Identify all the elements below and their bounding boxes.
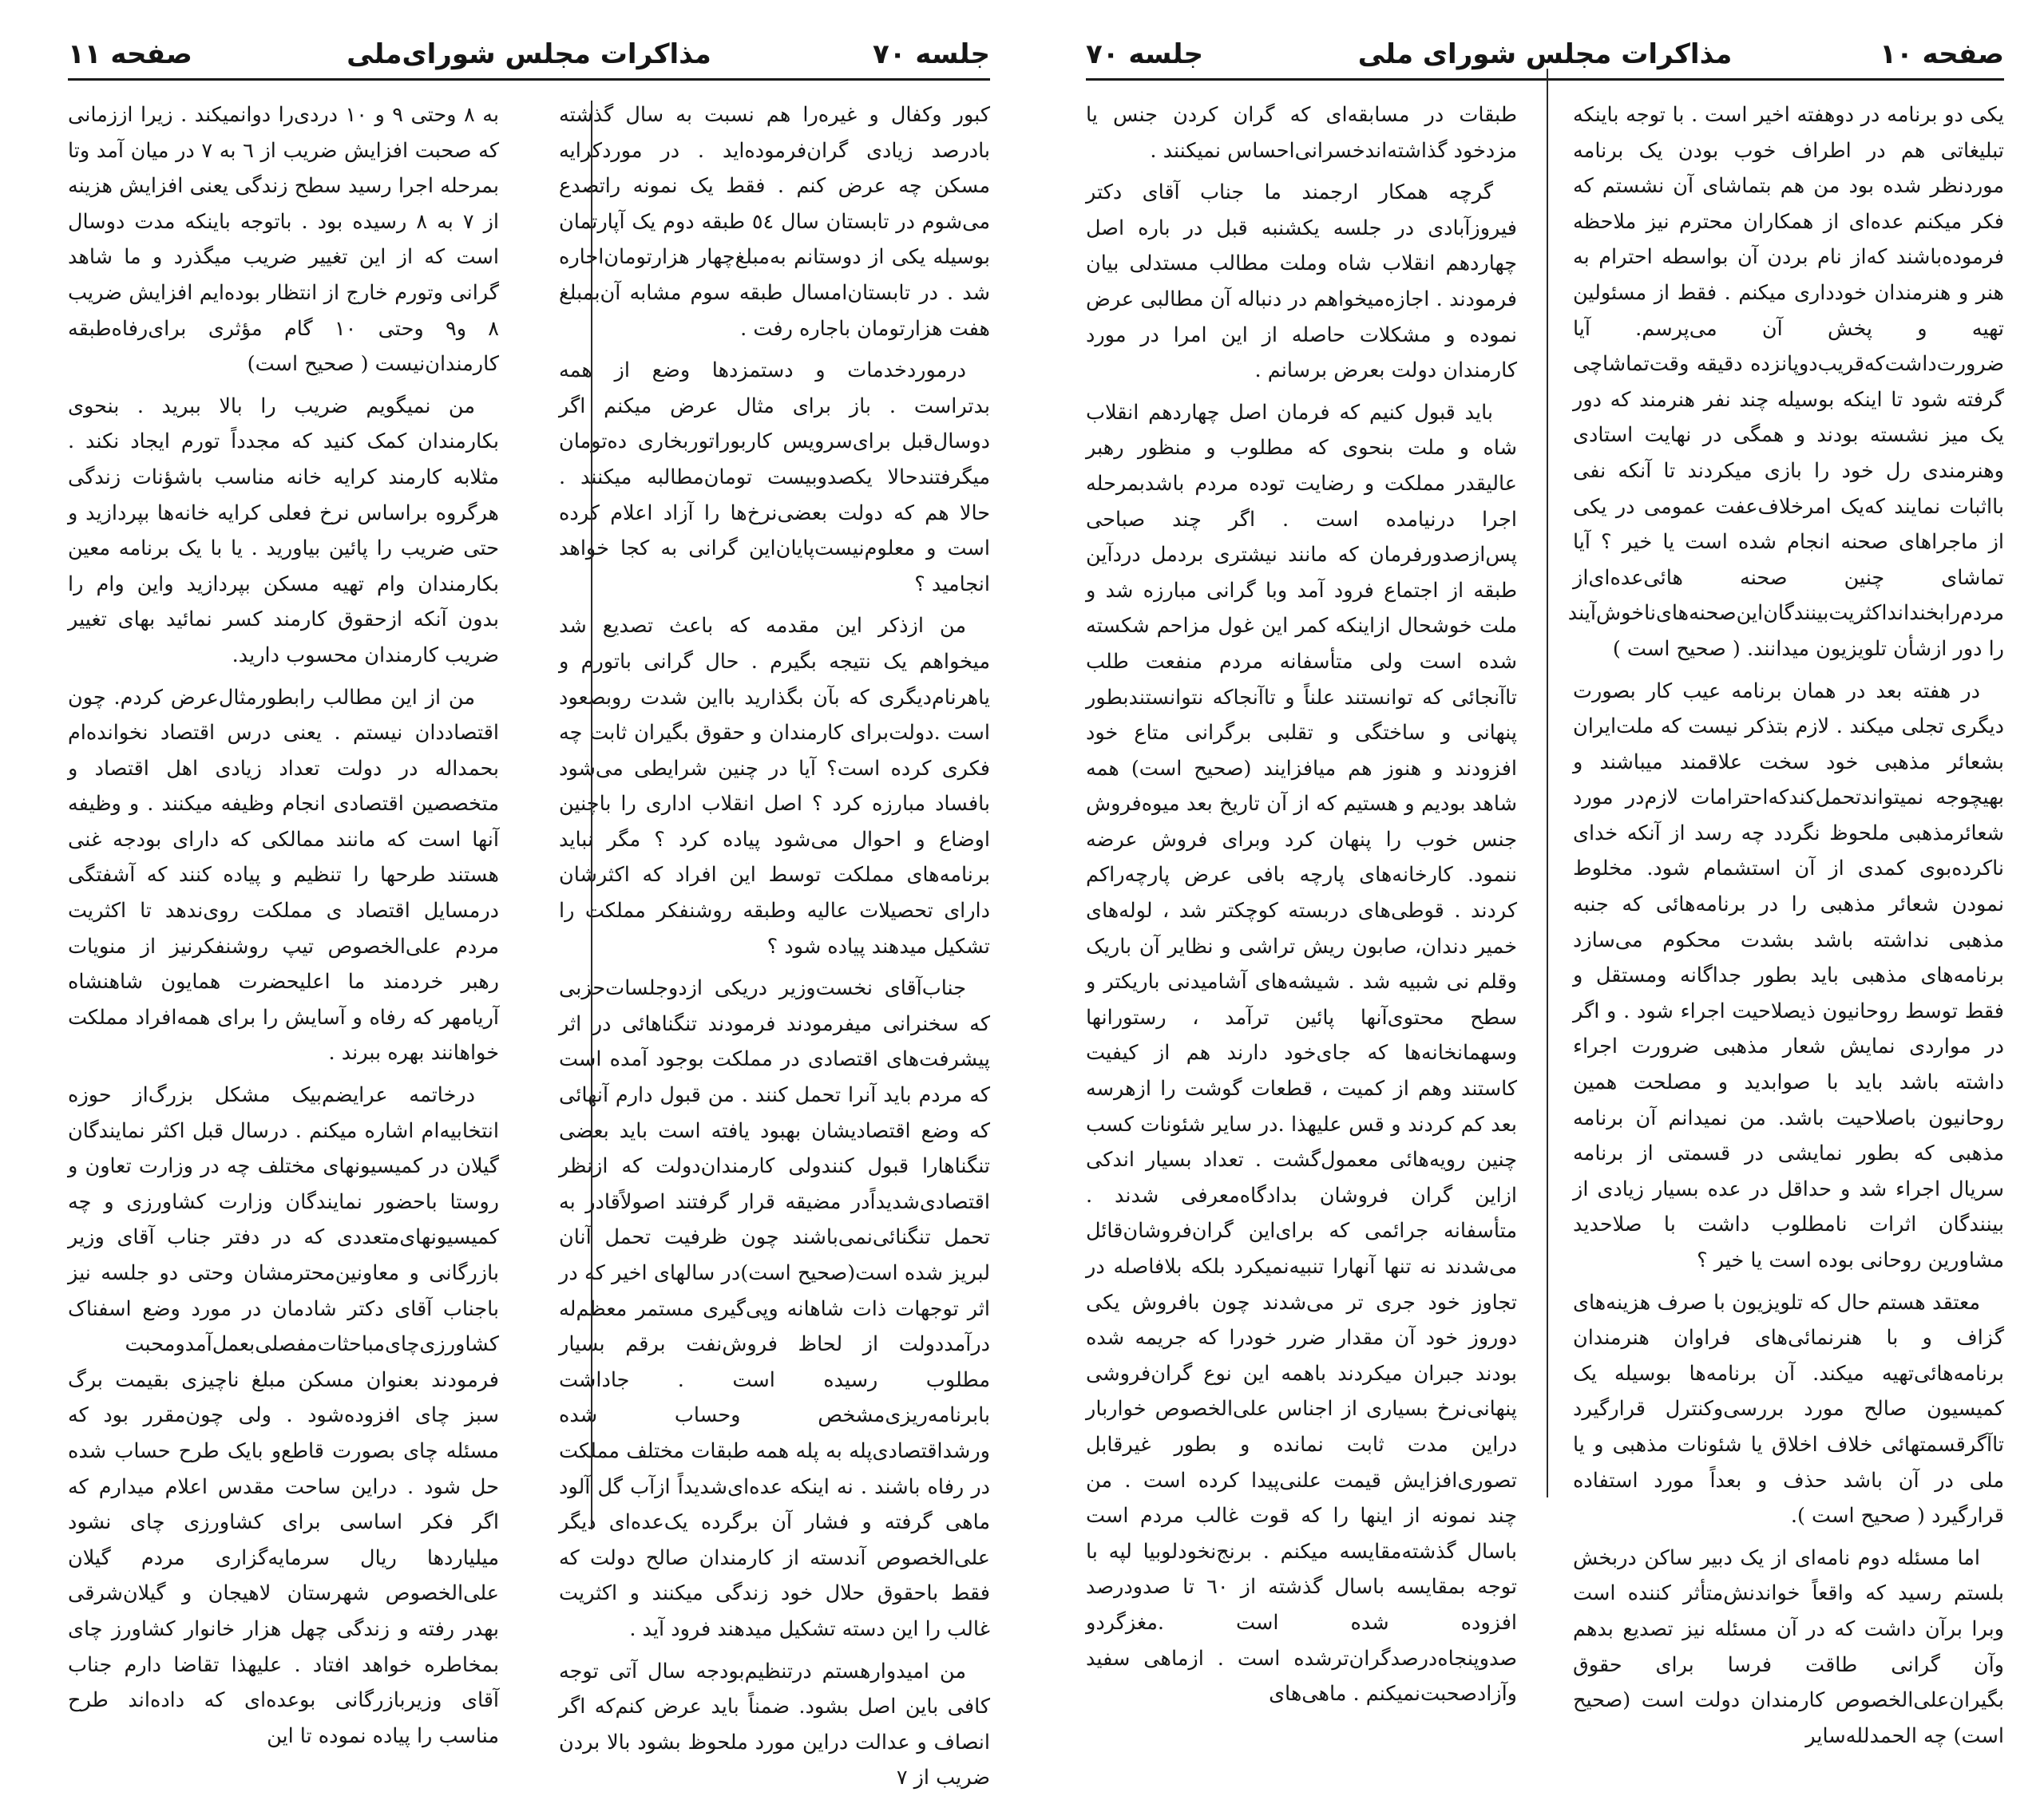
text-column-right: [559, 97, 990, 1790]
session-label: جلسه ۷۰: [873, 38, 990, 70]
session-label: جلسه ۷۰: [1086, 38, 1203, 70]
page-header: [1086, 32, 2004, 81]
paragraph: طبقات در مسابقه‌ای که گران کردن جنس یا مزدخود گذاشته‌اندخسرانی‌احساس نمیکنند .: [1086, 103, 1517, 163]
paragraph: یکی دو برنامه در دوهفته اخیر است . با توجه باینکه تبلیغاتی هم در اطراف خوب بودن یک برنامه موردنظر شده بود من هم بتماشای آن نشستم که فکر میکنم عده‌ای از همکاران محترم نیز ملاحظه فرموده‌باشند که‌از نام بردن آن بواسطه احترام به هنر و هنرمندان خودداری میکنم . فقط از مسئولین تهیه و پخش آن می‌پرسم. آیا ضرورت‌داشت‌که‌قریب‌دوپانزده دقیقه وقت‌تماشاچی گرفته شود تا اینکه بوسیله چند نفر هنرمند که دور یک میز نشسته بودند و همگی در نهایت استادی وهنرمندی رل خود را بازی میکردند تا آنکه نفی بااثبات نمایند که‌یک امرخلاف‌عفت عمومی در یکی از ماجراهای صحنه انجام شده است یا خیر ؟ آیا تماشای چنین صحنه هائی‌عده‌ای‌از مردم‌را‌بخندانداکثریت‌بینندگان‌این‌صحنه‌های‌ناخوش‌آیند را دور ازشأن تلویزیون میدانند. ( صحیح است ): [1567, 103, 2004, 661]
page-10: [1086, 32, 2004, 1748]
paragraph: درخاتمه عرایضم‌بیک مشکل بزرگ‌از حوزه انتخابیه‌ام اشاره میکنم . درسال قبل اکثر نمایندگان گیلان در کمیسیونهای مختلف چه در وزارت تعاون و روستا باحضور نمایندگان وزارت کشاورزی و چه کمیسیونهای‌متعددی که در دفتر جناب آقای وزیر بازرگانی و معاونین‌محترمشان وحتی دو جلسه نیز باجناب آقای دکتر شادمان در مورد وضع اسفناک کشاورزی‌چای‌مباحثات‌مفصلی‌بعمل‌آمدومحبت فرمودند بعنوان مسکن مبلغ ناچیزی بقیمت برگ سبز چای افزوده‌شود . ولی چون‌مقرر بود که مسئله چای بصورت قاطع‌و بایک طرح حساب شده حل شود . دراین ساحت مقدس اعلام میدارم که اگر فکر اساسی برای کشاورزی چای نشود میلیاردها ریال سرمایه‌گزاری مردم گیلان علی‌الخصوص شهرستان لاهیجان و گیلان‌شرقی بهدر رفته و زندگی چهل هزار خانوار کشاورز چای بمخاطره خواهد افتاد . علیهذا تقاضا دارم جناب آقای وزیربازرگانی بوعده‌ای که داده‌اند طرح مناسب را پیاده نموده تا این: [68, 1083, 499, 1748]
paragraph: من از این مطالب رابطورمثال‌عرض کردم. چون اقتصاددان نیستم . یعنی درس اقتصاد نخوانده‌ام بحمداله در دولت تعداد زیادی اهل اقتصاد و متخصصین اقتصادی انجام وظیفه میکنند . و وظیفه آنها است که مانند ممالکی که دارای بودجه غنی هستند طرحها را تنظیم و پیاده کنند که آشفتگی درمسایل اقتصاد ی مملکت روی‌ندهد تا اکثریت مردم علی‌الخصوص تیپ روشنفکرنیز از منویات رهبر خردمند ما اعلیحضرت همایون شاهنشاه آریامهر که رفاه و آسایش را برای همه‌افراد مملکت خواهانند بهره ببرند .: [68, 685, 499, 1066]
text-column-left: [68, 97, 499, 1748]
paragraph: اما مسئله دوم نامه‌ای از یک دبیر ساکن دربخش بلستم رسید که واقعاً خواندنش‌متأثر کننده است وبرا برآن داشت که در آن مسئله نیز تصدیع بدهم وآن گرانی طاقت فرسا برای حقوق بگیران‌علی‌الخصوص کارمندان دولت است (صحیح است) چه الحمدلله‌سایر: [1573, 1545, 2004, 1748]
paragraph: معتقد هستم حال که تلویزیون با صرف هزینه‌های گزاف و با هنرنمائی‌های فراوان هنرمندان برنامه‌هائی‌تهیه میکند. آن برنامه‌ها بوسیله یک کمیسیون صالح مورد بررسی‌وکنترل قرارگیرد تاآگرقسمتهائی خلاف اخلاق یا شئونات مذهبی و یا ملی در آن باشد حذف و بعداً مورد استفاده قرارگیرد ( صحیح است ).: [1573, 1290, 2004, 1529]
page-number: صفحه ۱۱: [68, 38, 192, 70]
paragraph: باید قبول کنیم که فرمان اصل چهاردهم انقلاب شاه و ملت بنحوی که مطلوب و منظور رهبر عالیقدر مملکت و رضایت توده مردم باشدبمرحله اجرا درنیامده است . اگر چند صباحی پس‌ازصدورفرمان که مانند نیشتری بردمل دردآین طبقه از اجتماع فرود آمد وبا گرانی مبارزه شد و ملت خوشحال ازاینکه کمر این غول مزاحم شکسته شده است ولی متأسفانه مردم منفعت طلب تاآنجائی که توانستند علناً و تاآنجاکه نتوانستندبطور پنهانی و ساختگی و تقلبی برگرانی متاع خود افزودند و هنوز هم میافزایند (صحیح است) همه شاهد بودیم و هستیم که از آن تاریخ بعد میوه‌فروش جنس خوب را پنهان کرد وبرای فروش عرضه ننمود. کارخانه‌های پارچه بافی عرض پارچه‌راکم کردند . قوطی‌های دربسته کوچکتر شد ، لوله‌های خمیر دندان، صابون ریش تراشی و نظایر آن باریک وقلم نی شبیه شد . شیشه‌های آشامیدنی باریکتر و سطح محتوی‌آنها پائین ترآمد ، رستورانها وسهمانخانه‌ها که جای‌خود دارند هم از کیفیت کاستند وهم از کمیت ، قطعات گوشت را ازهرسه بعد کم کردند و قس علیهذا .در سایر شئونات کسب چنین رویه‌هائی معمول‌گشت . تعداد بسیار اندکی ازاین گران فروشان بدادگاه‌معرفی شدند . متأسفانه جرائمی که برای‌این گران‌فروشان‌قائل می‌شدند نه تنها آنهارا تنبیه‌نمیکرد بلکه بلافاصله در تجاوز خود جری تر می‌شدند چون بافروش یکی دوروز خود آن مقدار ضرر خودرا که جریمه شده بودند جبران میکردند باهمه این نوع گران‌فروشی پنهانی‌نرخ بسیاری از اجناس علی‌الخصوص خواربار دراین مدت ثابت نمانده و بطور غیرقابل تصوری‌افزایش قیمت علنی‌پیدا کرده است . من چند نمونه از اینها را که قوت غالب مردم است باسال گذشته‌مقایسه میکنم . برنج‌نخودلوبیا لپه با توجه بمقایسه باسال گذشته از ٦٠ تا صدودرصد افزوده شده است .مغزگردو صدوپنجاه‌درصدگران‌ترشده است . ازماهی سفید وآزادصحبت‌نمیکنم . ماهی‌های: [1086, 400, 1517, 1707]
paragraph: به ۸ وحتی ۹ و ۱۰ دردی‌را دوانمیکند . زیرا اززمانی که صحبت افزایش ضریب از ٦ به ٧ در میان آمد وتا بمرحله اجرا رسید سطح زندگی یعنی افزایش هزینه از ٧ به ٨ رسیده بود . باتوجه باینکه مدت دوسال است که از این تغییر ضریب میگذرد و ما شاهد گرانی وتورم خارج از انتظار بوده‌ایم افزایش ضریب ۸ و۹ وحتی ۱۰ گام مؤثری برای‌رفاه‌طبقه کارمندان‌نیست ( صحیح است): [68, 103, 499, 377]
text-column-left: [1086, 97, 1517, 1707]
paragraph: من امیدوارهستم درتنظیم‌بودجه سال آتی توجه کافی باین اصل بشود. ضمناً باید عرض کنم‌که اگر انصاف و عدالت دراین مورد ملحوظ بشود بالا بردن ضریب از ۷: [559, 1659, 990, 1790]
page-11: [68, 32, 990, 1790]
paragraph: کبور وکفال و غیره‌را هم نسبت به سال گذشته بادرصد زیادی گران‌فرموده‌اید . در موردکرایه مسکن چه عرض کنم . فقط یک نمونه راتصدع می‌شوم در تابستان سال ٥٤ طبقه دوم یک آپارتمان بوسیله یکی از دوستانم به‌مبلغ‌چهار هزارتومان‌اجاره شد . در تابستان‌امسال طبقه سوم مشابه آن‌بمبلغ هفت هزارتومان باجاره رفت .: [559, 103, 990, 341]
paragraph: گرچه همکار ارجمند ما جناب آقای دکتر فیروزآبادی در جلسه یکشنبه قبل در باره اصل چهاردهم انقلاب شاه وملت مطالب مستدلی بیان فرمودند . اجازه‌میخواهم در دنباله آن مطالبی عرض نموده و مشکلات حاصله از این امرا در مورد کارمندان دولت بعرض برسانم .: [1086, 180, 1517, 383]
paragraph: من نمیگویم ضریب را بالا ببرید . بنحوی بکارمندان کمک کنید که مجدداً تورم ایجاد نکند . مثلابه کارمند کرایه خانه مناسب باشؤنات زندگی هرگروه براساس نرخ فعلی کرایه خانه‌ها بپردازید و حتی ضریب را پائین بیاورید . یا با یک برنامه معین بکارمندان وام تهیه مسکن بپردازید واین وام را بدون آنکه ازحقوق کارمند کسر نمائید بهای تغییر ضریب کارمندان محسوب دارید.: [68, 394, 499, 667]
paragraph: جناب‌آقای نخست‌وزیر دریکی ازدوجلسات‌حزبی که سخنرانی میفرمودند فرمودند تنگناهائی در اثر پیشرفت‌های اقتصادی در مملکت بوجود آمده است که مردم باید آنرا تحمل کنند . من قبول دارم آنهائی که وضع اقتصادیشان بهبود یافته است باید بعضی تنگناهارا قبول کنندولی کارمندان‌دولت که ازنظر اقتصادی‌شدیداً‌در مضیقه قرار گرفتند اصولاً‌قادر به تحمل تنگنائی‌نمی‌باشند چون ظرفیت تحمل آنان لبریز شده است(صحیح است)در سالهای اخیر که در اثر توجهات ذات شاهانه وپی‌گیری مستمر معظم‌له درآمددولت از لحاظ فروش‌نفت برقم بسیار مطلوب رسیده است . جاداشت بابرنامه‌ریزی‌مشخص وحساب شده ورشداقتصادی‌پله به پله همه طبقات مختلف مملکت در رفاه باشند . نه اینکه عده‌ای‌شدیداً از‌آب گل آلود ماهی گرفته و فشار آن برگرده یک‌عده‌ای دیگر علی‌الخصوص آندسته از کارمندان صالح دولت که فقط باحقوق حلال خود زندگی میکنند و اکثریت غالب را این دسته تشکیل میدهند فرود آید .: [559, 976, 990, 1641]
column-divider: [1547, 69, 1548, 1497]
page-header: [68, 32, 990, 81]
page-number: صفحه ۱۰: [1880, 38, 2004, 70]
paragraph: من ازذکر این مقدمه که باعث تصدیع شد میخواهم یک نتیجه بگیرم . حال گرانی باتورم و یاهرنام‌دیگری که بآن بگذارید بااین شدت روبصعود است .دولت‌برای کارمندان و حقوق بگیران ثابت چه فکری کرده است؟ آیا در چنین شرایطی می‌شود بافساد مبارزه کرد ؟ اصل انقلاب اداری را باچنین اوضاع و احوال می‌شود پیاده کرد ؟ مگر نباید برنامه‌های مملکت توسط این افراد که اکثرشان دارای تحصیلات عالیه وطبقه روشنفکر مملکت را تشکیل میدهند پیاده شود ؟: [559, 614, 990, 959]
journal-title: مذاکرات مجلس شورای‌ملی: [347, 38, 711, 70]
column-divider: [591, 101, 592, 1529]
journal-title: مذاکرات مجلس شورای ملی: [1357, 38, 1733, 70]
paragraph: در هفته بعد در همان برنامه عیب کار بصورت دیگری تجلی میکند . لازم بتذکر نیست که ملت‌ایران بشعائر مذهبی خود سخت علاقمند میباشند و بهیچوجه نمیتواندتحمل‌کند‌که‌احترامات لازم‌در مورد شعائرمذهبی ملحوظ نگردد چه رسد از آنکه خدای ناکرده‌بوی کمدی از آن استشمام شود. مخلوط نمودن شعائر مذهبی را در برنامه‌هائی که جنبه مذهبی نداشته باشد بشدت محکوم می‌سازد برنامه‌های مذهبی باید بطور جداگانه ومستقل و فقط توسط روحانیون ذیصلاحیت اجراء شود . و اگر در مواردی نمایش شعار مذهبی ضرورت اجراء داشته باشد باید با صوابدید و مصلحت همین روحانیون باصلاحیت باشد. من نمیدانم آن برنامه مذهبی که بطور نمایشی در قسمتی از برنامه سریال اجراء شد و حداقل در عده بسیار زیادی از بینندگان اثرات نامطلوب داشت با صلاحدید مشاورین روحانی بوده است یا خیر ؟: [1573, 678, 2004, 1272]
text-column-right: [1567, 97, 2004, 1748]
paragraph: درموردخدمات و دستمزدها وضع از همه بدتراست . باز برای مثال عرض میکنم اگر دوسال‌قبل برای‌سرویس کاربوراتوربخاری ده‌تومان میگرفتندحالا یکصدوبیست تومان‌مطالبه میکنند . حالا هم که دولت بعضی‌نرخ‌ها را آزاد اعلام کرده است و معلوم‌نیست‌پایان‌این گرانی به کجا خواهد انجامید ؟: [559, 358, 990, 596]
